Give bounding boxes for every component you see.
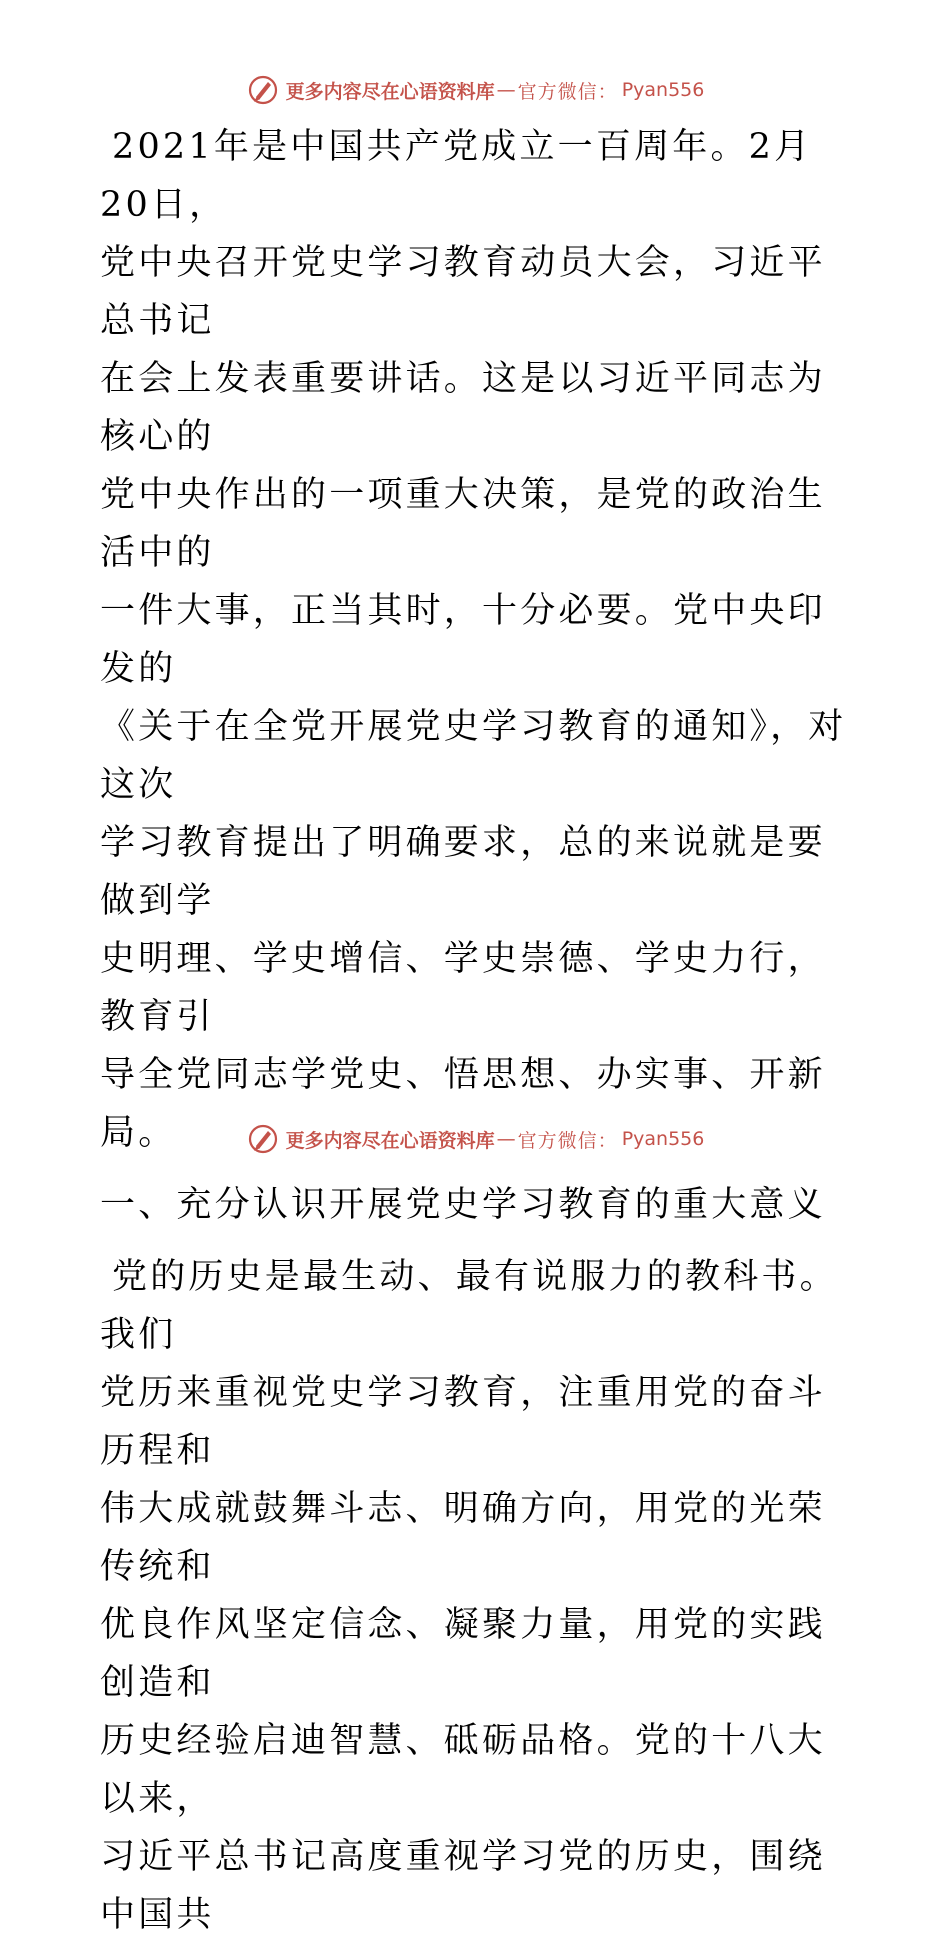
- text-line: 优良作风坚定信念、凝聚力量，用党的实践创造和: [100, 1605, 826, 1703]
- pen-logo-icon: [246, 1122, 280, 1156]
- watermark-main-text: 更多内容尽在心语资料库: [285, 80, 495, 103]
- text-line: 党中央召开党史学习教育动员大会，习近平总书记: [100, 243, 826, 341]
- watermark-separator: —: [496, 79, 516, 101]
- text-line: 2021年是中国共产党成立一百周年。2月20日，: [100, 127, 813, 225]
- watermark-main-text: 更多内容尽在心语资料库: [285, 1129, 495, 1152]
- paragraph-1: [100, 118, 860, 1162]
- footer-watermark: [0, 1119, 950, 1159]
- text-line: 一件大事，正当其时，十分必要。党中央印发的: [100, 591, 826, 689]
- header-watermark: [0, 70, 950, 110]
- text-line: 导全党同志学党史、悟思想、办实事、开新局。: [100, 1055, 826, 1153]
- watermark-wechat-label: 官方微信：: [517, 1129, 618, 1152]
- watermark-wechat-id: Pyan556: [621, 79, 705, 101]
- pen-logo-icon: [246, 73, 280, 107]
- text-line: 党中央作出的一项重大决策，是党的政治生活中的: [100, 475, 826, 573]
- text-line: 党历来重视党史学习教育，注重用党的奋斗历程和: [100, 1373, 826, 1471]
- watermark-separator: —: [496, 1128, 516, 1150]
- section-heading: 一、充分认识开展党史学习教育的重大意义: [100, 1185, 826, 1225]
- text-line: 党的历史是最生动、最有说服力的教科书。我们: [100, 1257, 838, 1355]
- text-line: 历史经验启迪智慧、砥砺品格。党的十八大以来，: [100, 1721, 826, 1819]
- document-body: [100, 118, 860, 1944]
- watermark-wechat-id: Pyan556: [621, 1128, 705, 1150]
- text-line: 在会上发表重要讲话。这是以习近平同志为核心的: [100, 359, 826, 457]
- watermark-wechat-label: 官方微信：: [517, 80, 618, 103]
- text-line: 伟大成就鼓舞斗志、明确方向，用党的光荣传统和: [100, 1489, 826, 1587]
- text-line: 学习教育提出了明确要求，总的来说就是要做到学: [100, 823, 826, 921]
- text-line: 史明理、学史增信、学史崇德、学史力行，教育引: [100, 939, 826, 1037]
- text-line: 《关于在全党开展党史学习教育的通知》，对这次: [100, 707, 847, 805]
- paragraph-2: [100, 1248, 860, 1944]
- text-line: 习近平总书记高度重视学习党的历史，围绕中国共: [100, 1837, 826, 1935]
